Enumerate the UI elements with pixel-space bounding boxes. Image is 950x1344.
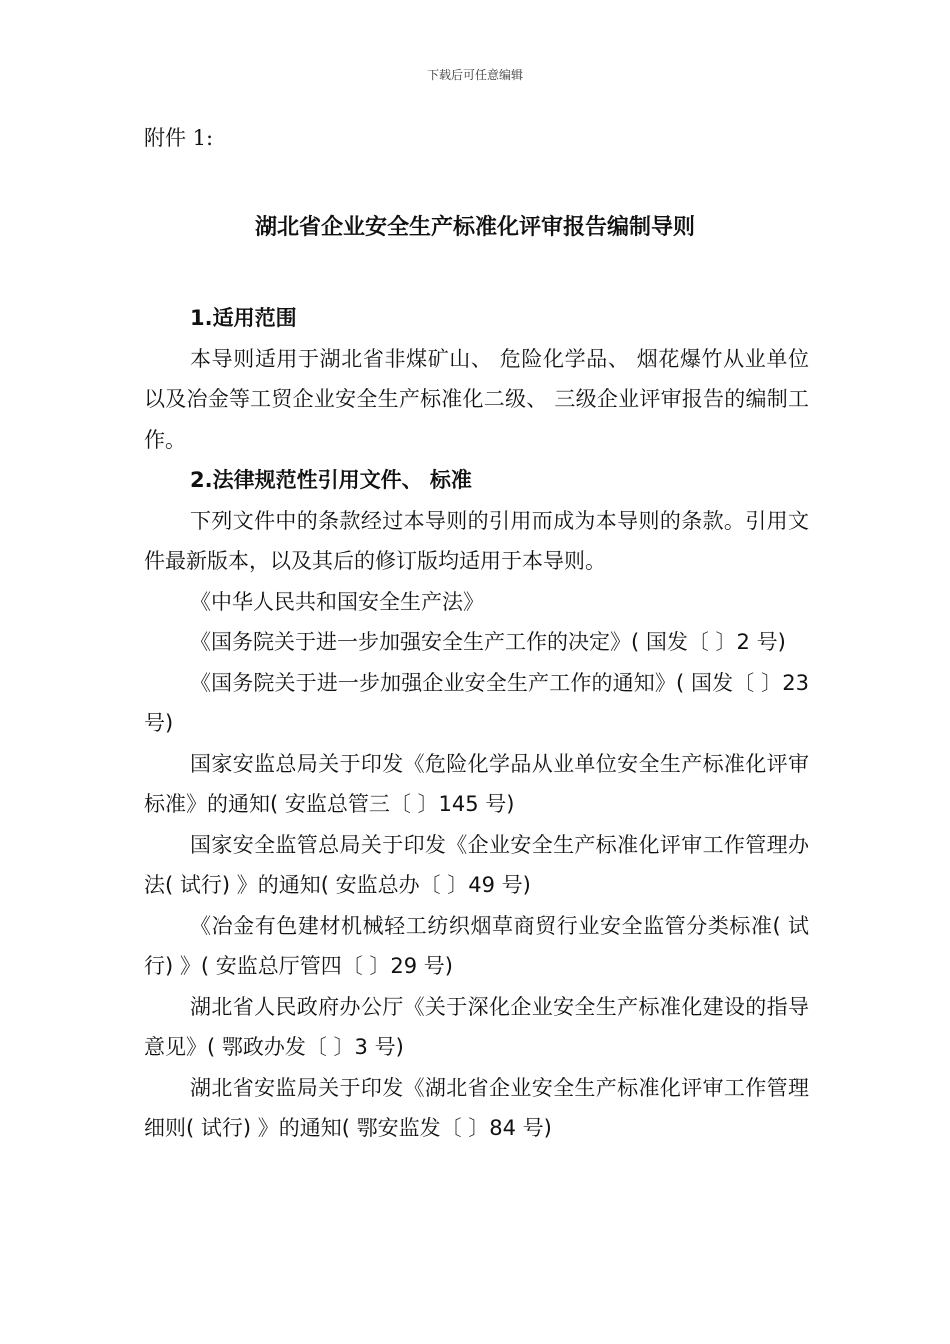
reference-item: 湖北省安监局关于印发《湖北省企业安全生产标准化评审工作管理细则( 试行) 》的通知( 鄂安监发〔 〕84 号) <box>144 1075 809 1140</box>
section1-paragraph: 本导则适用于湖北省非煤矿山、 危险化学品、 烟花爆竹从业单位以及冶金等工贸企业安全生产标准化二级、 三级企业评审报告的编制工作。 <box>144 346 809 452</box>
header-note: 下载后可任意编辑 <box>426 68 523 82</box>
section2-intro: 下列文件中的条款经过本导则的引用而成为本导则的条款。引用文件最新版本，以及其后的修订版均适用于本导则。 <box>144 508 809 573</box>
reference-item: 《国务院关于进一步加强安全生产工作的决定》( 国发〔 〕2 号) <box>190 630 786 654</box>
section2-heading: 2.法律规范性引用文件、 标准 <box>190 468 472 492</box>
reference-item: 湖北省人民政府办公厅《关于深化企业安全生产标准化建设的指导意见》( 鄂政办发〔 〕3 号) <box>144 994 809 1059</box>
section1-heading: 1.适用范围 <box>190 306 297 330</box>
attachment-label: 附件 1: <box>144 126 214 150</box>
document-title: 湖北省企业安全生产标准化评审报告编制导则 <box>254 215 695 240</box>
document-body <box>144 298 809 1149</box>
reference-item: 《中华人民共和国安全生产法》 <box>190 589 484 614</box>
reference-item: 《冶金有色建材机械轻工纺织烟草商贸行业安全监管分类标准( 试行) 》( 安监总厅管四〔 〕29 号) <box>144 913 809 978</box>
reference-item: 国家安全监管总局关于印发《企业安全生产标准化评审工作管理办法( 试行) 》的通知( 安监总办〔 〕49 号) <box>144 832 809 897</box>
reference-item: 《国务院关于进一步加强企业安全生产工作的通知》( 国发〔 〕23 号) <box>144 670 809 735</box>
reference-item: 国家安监总局关于印发《危险化学品从业单位安全生产标准化评审标准》的通知( 安监总管三〔 〕145 号) <box>144 751 809 816</box>
